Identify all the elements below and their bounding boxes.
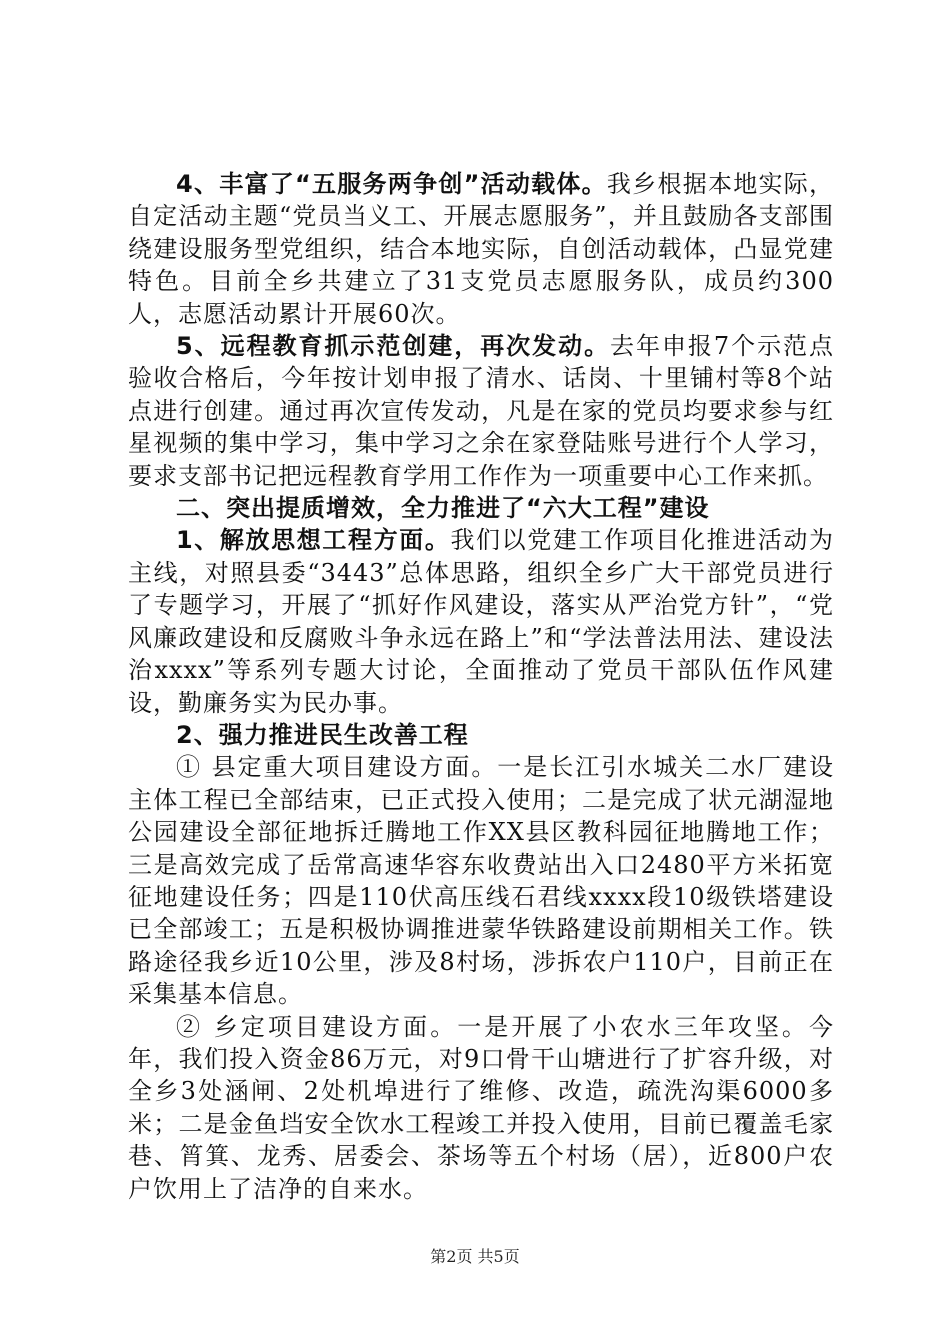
sub-heading: 2、强力推进民生改善工程 — [176, 720, 469, 749]
paragraph-liberate-thinking — [128, 524, 834, 718]
paragraph-lead: 5、远程教育抓示范创建，再次发动。 — [176, 332, 611, 361]
paragraph-lead: 1、解放思想工程方面。 — [176, 526, 451, 555]
paragraph-text: 我们以党建工作项目化推进活动为主线，对照县委“3443”总体思路，组织全乡广大干部党员进行了专题学习，开展了“抓好作风建设，落实从严治党方针”，“党风廉政建设和反腐败斗争永远在路上”和“学法普法用法、建设法治xxxx”等系列专题大讨论，全面推动了党员干部队伍作风建设，勤廉务实为民办事。 — [128, 526, 835, 717]
paragraph-text: 我乡根据本地实际，自定活动主题“党员当义工、开展志愿服务”，并且鼓励各支部围绕建设服务型党组织，结合本地实际，自创活动载体，凸显党建特色。目前全乡共建立了31支党员志愿服务队，成员约300人，志愿活动累计开展60次。 — [128, 170, 834, 328]
section-heading: 二、突出提质增效，全力推进了“六大工程”建设 — [176, 494, 710, 523]
paragraph-township-projects: ② 乡定项目建设方面。一是开展了小农水三年攻坚。今年，我们投入资金86万元，对9口骨干山塘进行了扩容升级，对全乡3处涵闸、2处机埠进行了维修、改造，疏洗沟渠6000多米；二是金鱼垱安全饮水工程竣工并投入使用，目前已覆盖毛家巷、筲箕、龙秀、居委会、茶场等五个村场（居），近800户农户饮用上了洁净的自来水。 — [128, 1012, 834, 1203]
paragraph-text: 去年申报7个示范点验收合格后，今年按计划申报了清水、话岗、十里铺村等8个站点进行创建。通过再次宣传发动，凡是在家的党员均要求参与红星视频的集中学习，集中学习之余在家登陆账号进行个人学习，要求支部书记把远程教育学用工作作为一项重要中心工作来抓。 — [128, 332, 834, 490]
paragraph-county-projects: ① 县定重大项目建设方面。一是长江引水城关二水厂建设主体工程已全部结束，已正式投入使用；二是完成了状元湖湿地公园建设全部征地拆迁腾地工作XX县区教科园征地腾地工作；三是高效完成了岳常高速华容东收费站出入口2480平方米拓宽征地建设任务；四是110伏高压线石君线xxxx段10级铁塔建设已全部竣工；五是积极协调推进蒙华铁路建设前期相关工作。铁路途径我乡近10公里，涉及8村场，涉拆农户110户，目前正在采集基本信息。 — [128, 753, 834, 1009]
page-number-footer: 第2页 共5页 — [430, 1247, 520, 1266]
paragraph-lead: 4、丰富了“五服务两争创”活动载体。 — [176, 170, 607, 198]
paragraph-remote-education — [128, 330, 834, 492]
document-body — [128, 168, 834, 1205]
paragraph-service-activities — [128, 168, 834, 330]
